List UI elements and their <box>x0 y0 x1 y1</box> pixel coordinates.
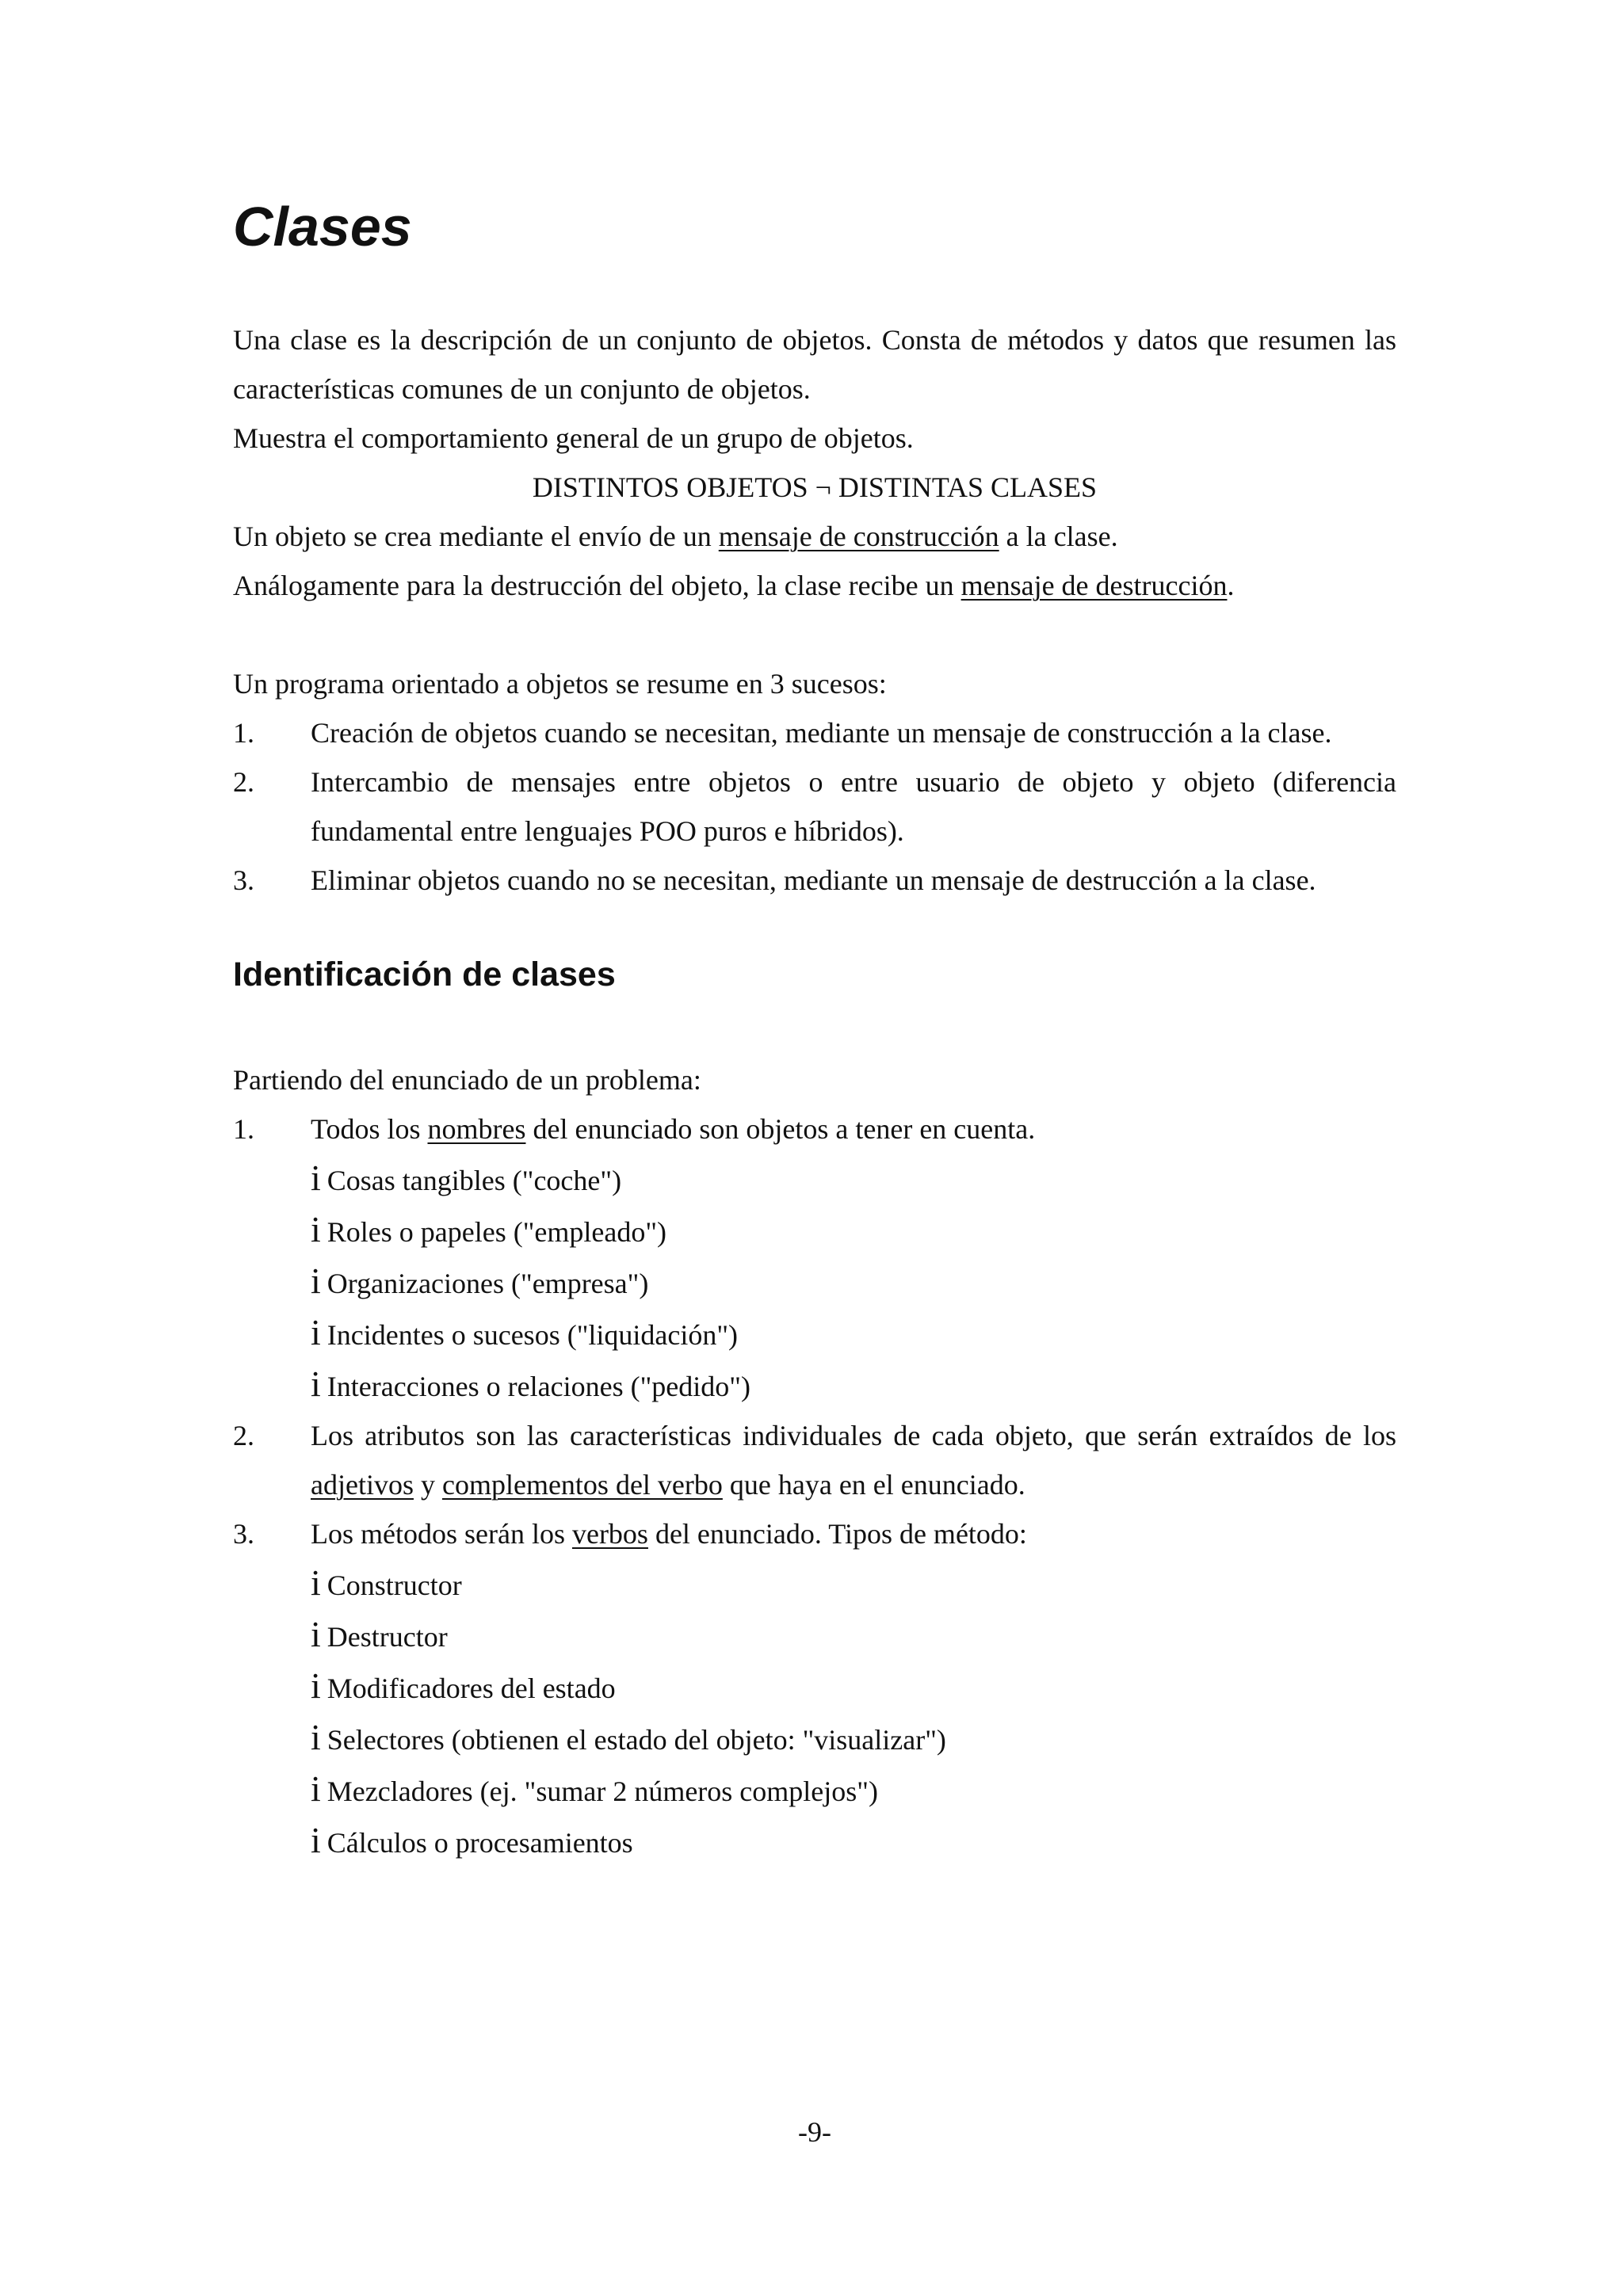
centered-statement: DISTINTOS OBJETOS ¬ DISTINTAS CLASES <box>532 471 1098 503</box>
sub-list-item: i Incidentes o sucesos ("liquidación") <box>311 1312 739 1352</box>
term-adjetivos: adjetivos <box>311 1469 414 1501</box>
list-item <box>233 1104 1396 1154</box>
page-title: Clases <box>233 196 412 257</box>
list-text: Los métodos serán los verbos del enunciado. Tipos de método: <box>311 1518 1027 1550</box>
list-text: Intercambio de mensajes entre objetos o entre usuario de objeto y objeto (diferencia fundamental entre lenguajes POO puros e híbridos). <box>311 766 1396 847</box>
term-verbos: verbos <box>571 1518 648 1550</box>
term-nombres: nombres <box>427 1113 526 1145</box>
list-text: Creación de objetos cuando se necesitan, mediante un mensaje de construcción a la clase. <box>311 717 1332 749</box>
bullet-icon: i <box>311 1768 321 1809</box>
paragraph-construction: Un objeto se crea mediante el envío de un mensaje de construcción a la clase. <box>233 521 1118 552</box>
sub-list-item: i Cosas tangibles ("coche") <box>311 1158 622 1198</box>
list-text: Los atributos son las características individuales de cada objeto, que serán extraídos de los adjetivos y complementos del verbo que haya en el enunciado. <box>311 1420 1396 1501</box>
paragraph-definition: Una clase es la descripción de un conjunto de objetos. Consta de métodos y datos que resumen las características comunes de un conjunto de objetos. <box>233 324 1396 405</box>
sub-list-item: i Mezcladores (ej. "sumar 2 números complejos") <box>311 1768 878 1809</box>
page-number: -9- <box>798 2116 831 2148</box>
list-number: 3. <box>233 1518 254 1550</box>
list-number: 2. <box>233 766 254 798</box>
sub-list-item: i Roles o papeles ("empleado") <box>311 1209 667 1249</box>
bullet-icon: i <box>311 1665 321 1706</box>
list-number: 2. <box>233 1420 254 1451</box>
bullet-icon: i <box>311 1261 321 1301</box>
bullet-icon: i <box>311 1562 321 1603</box>
list-item <box>233 1509 1396 1558</box>
paragraph-program-intro: Un programa orientado a objetos se resume en 3 sucesos: <box>233 668 887 700</box>
sub-list-item: i Organizaciones ("empresa") <box>311 1261 649 1301</box>
document-page <box>233 0 1396 2296</box>
list-text: Todos los nombres del enunciado son objetos a tener en cuenta. <box>311 1113 1036 1145</box>
sub-list-item: i Selectores (obtienen el estado del objeto: "visualizar") <box>311 1717 946 1757</box>
sub-list-item: i Constructor <box>311 1562 462 1603</box>
bullet-icon: i <box>311 1363 321 1404</box>
bullet-icon: i <box>311 1312 321 1352</box>
paragraph-behavior: Muestra el comportamiento general de un grupo de objetos. <box>233 422 914 454</box>
bullet-icon: i <box>311 1158 321 1198</box>
sub-list-item: i Cálculos o procesamientos <box>311 1820 633 1860</box>
section-clases-body <box>233 315 1396 905</box>
sub-list-item: i Destructor <box>311 1614 448 1654</box>
section-heading-identificacion: Identificación de clases <box>233 955 616 994</box>
list-item <box>233 708 1396 757</box>
section-identificacion-body <box>233 1055 1396 1867</box>
term-mensaje-de-construccion: mensaje de construcción <box>718 521 999 552</box>
list-number: 3. <box>233 864 254 896</box>
paragraph-destruction: Análogamente para la destrucción del objeto, la clase recibe un mensaje de destrucción. <box>233 570 1235 601</box>
list-text: Eliminar objetos cuando no se necesitan, mediante un mensaje de destrucción a la clase. <box>311 864 1316 896</box>
bullet-icon: i <box>311 1820 321 1860</box>
sub-list-item: i Modificadores del estado <box>311 1665 616 1706</box>
list-item <box>233 757 1396 856</box>
paragraph-problem-intro: Partiendo del enunciado de un problema: <box>233 1064 701 1096</box>
bullet-icon: i <box>311 1717 321 1757</box>
list-item <box>233 1411 1396 1509</box>
bullet-icon: i <box>311 1209 321 1249</box>
list-number: 1. <box>233 717 254 749</box>
term-complementos-del-verbo: complementos del verbo <box>441 1469 723 1501</box>
list-number: 1. <box>233 1113 254 1145</box>
bullet-icon: i <box>311 1614 321 1654</box>
sub-list-item: i Interacciones o relaciones ("pedido") <box>311 1363 750 1404</box>
list-item <box>233 856 1396 905</box>
term-mensaje-de-destruccion: mensaje de destrucción <box>960 570 1228 601</box>
